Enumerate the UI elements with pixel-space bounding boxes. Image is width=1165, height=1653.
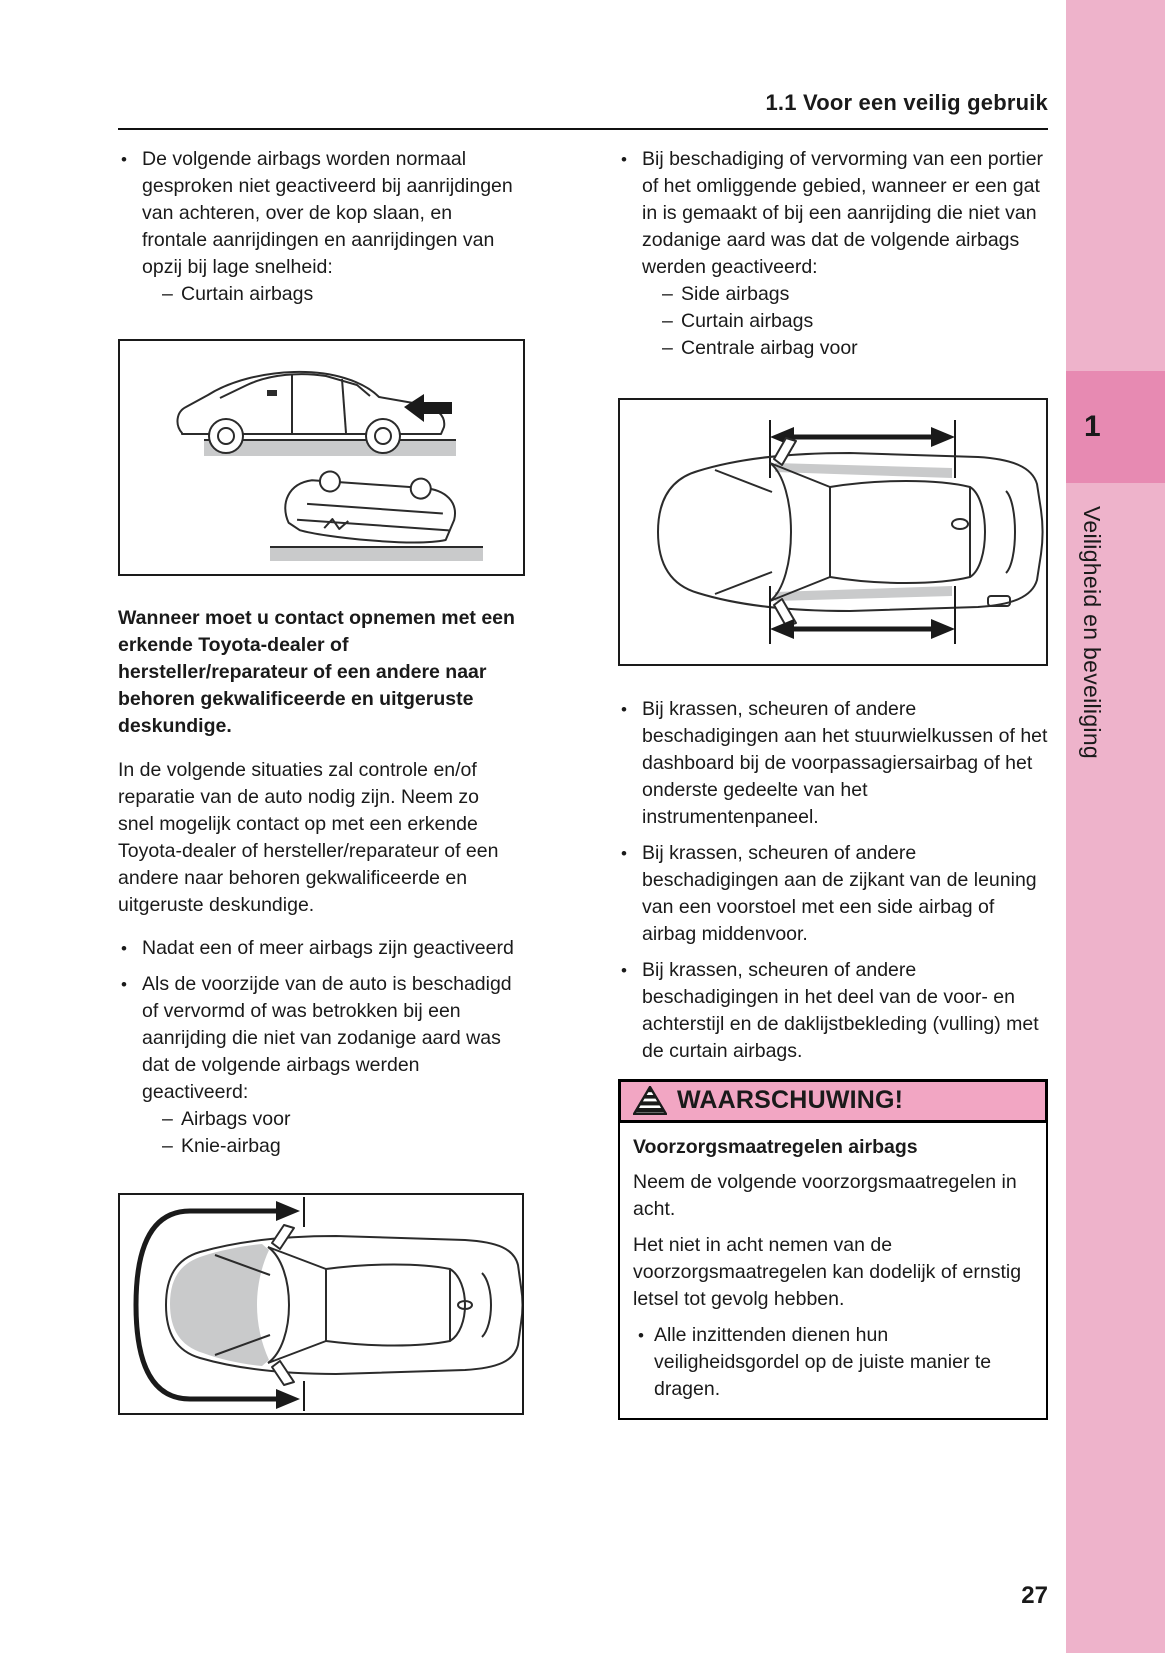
- warning-header: [618, 1079, 1048, 1123]
- warning-paragraph: Het niet in acht nemen van de voorzorgsmaatregelen kan dodelijk of ernstig letsel tot gevolg hebben.: [633, 1234, 1022, 1310]
- bullet-marker: •: [621, 844, 627, 863]
- warning-triangle-icon: [633, 1086, 667, 1115]
- bullet-marker: •: [621, 150, 627, 169]
- bullet-marker: •: [638, 1326, 644, 1345]
- warning-paragraph: Neem de volgende voorzorgsmaatregelen in acht.: [633, 1171, 1017, 1220]
- left-column: [118, 146, 520, 1420]
- chapter-number: 1: [1084, 410, 1101, 443]
- content-columns: [118, 146, 1048, 1420]
- bullet-marker: •: [121, 939, 127, 958]
- figure-curtain-airbag-span-top-view: [618, 398, 1048, 666]
- sub-item: [162, 1133, 520, 1160]
- list-item: [618, 840, 1048, 948]
- warning-title: WAARSCHUWING!: [677, 1086, 904, 1114]
- sub-item: [662, 281, 1048, 308]
- bullet-text: Bij krassen, scheuren of andere beschadigingen aan het stuurwielkussen of het dashboard bij de voorpassagiersairbag of het onderste gedeelte van het instrumentenpaneel.: [642, 698, 1048, 828]
- list-item: [618, 957, 1048, 1065]
- bullet-marker: •: [621, 700, 627, 719]
- sub-item: [162, 281, 520, 308]
- list-item: [618, 696, 1048, 831]
- front-airbag-area-illustration: [120, 1195, 522, 1413]
- chapter-label-vertical: Veiligheid en beveiliging: [1079, 506, 1105, 760]
- dash-marker: –: [162, 1135, 173, 1157]
- chapter-number-tab: [1066, 371, 1165, 483]
- page-title: 1.1 Voor een veilig gebruik: [765, 90, 1048, 115]
- section-heading: Wanneer moet u contact opnemen met een erkende Toyota-dealer of hersteller/reparateur of een andere naar behoren gekwalificeerde en uitgeruste deskundige.: [118, 607, 515, 737]
- dash-marker: –: [662, 337, 673, 359]
- dash-marker: –: [162, 283, 173, 305]
- bullet-text: Nadat een of meer airbags zijn geactiveerd: [142, 937, 514, 959]
- bullet-text: Alle inzittenden dienen hun veiligheidsgordel op de juiste manier te dragen.: [654, 1324, 992, 1400]
- bullet-text: Als de voorzijde van de auto is beschadigd of vervormd of was betrokken bij een aanrijding die niet van zodanige aard was dat de volgende airbags werden geactiveerd:: [142, 973, 512, 1103]
- sub-item-label: Curtain airbags: [681, 310, 814, 332]
- curtain-airbag-span-illustration: [620, 400, 1046, 664]
- list-item: [633, 1322, 1032, 1403]
- right-column: [618, 146, 1048, 1420]
- sub-item: [662, 308, 1048, 335]
- bullet-text: Bij krassen, scheuren of andere beschadigingen in het deel van de voor- en achterstijl en de daklijstbekleding (vulling) met de curtain airbags.: [642, 959, 1039, 1062]
- list-item: [618, 146, 1048, 362]
- bullet-marker: •: [121, 150, 127, 169]
- sub-item-label: Knie-airbag: [181, 1135, 281, 1157]
- header-rule: [118, 128, 1048, 130]
- sub-item-label: Airbags voor: [181, 1108, 291, 1130]
- sub-item-label: Curtain airbags: [181, 283, 314, 305]
- bullet-marker: •: [121, 975, 127, 994]
- sub-item-label: Centrale airbag voor: [681, 337, 858, 359]
- warning-subtitle: Voorzorgsmaatregelen airbags: [633, 1136, 918, 1158]
- rear-collision-rollover-illustration: [120, 341, 523, 574]
- sub-item-label: Side airbags: [681, 283, 790, 305]
- dash-marker: –: [662, 283, 673, 305]
- list-item: [118, 146, 520, 308]
- list-item: [118, 971, 520, 1160]
- bullet-text: De volgende airbags worden normaal gesproken niet geactiveerd bij aanrijdingen van achteren, over de kop slaan, en frontale aanrijdingen en aanrijdingen van opzij bij lage snelheid:: [142, 148, 513, 278]
- warning-body: [618, 1123, 1048, 1420]
- sub-item: [662, 335, 1048, 362]
- sub-item: [162, 1106, 520, 1133]
- figure-front-airbag-area-top-view: [118, 1193, 524, 1415]
- dash-marker: –: [662, 310, 673, 332]
- bullet-marker: •: [621, 961, 627, 980]
- bullet-text: Bij beschadiging of vervorming van een portier of het omliggende gebied, wanneer er een gat in is gemaakt of bij een aanrijding die niet van zodanige aard was dat de volgende airbags werden geactiveerd:: [642, 148, 1044, 278]
- warning-box: [618, 1079, 1048, 1420]
- bullet-text: Bij krassen, scheuren of andere beschadigingen aan de zijkant van de leuning van een voorstoel met een side airbag of airbag middenvoor.: [642, 842, 1037, 945]
- list-item: [118, 935, 520, 962]
- paragraph: In de volgende situaties zal controle en/of reparatie van de auto nodig zijn. Neem zo snel mogelijk contact op met een erkende Toyota-dealer of hersteller/reparateur of een andere naar behoren gekwalificeerde en uitgeruste deskundige.: [118, 759, 499, 916]
- page-number: 27: [1021, 1582, 1048, 1609]
- dash-marker: –: [162, 1108, 173, 1130]
- chapter-sidebar: [1066, 0, 1165, 1653]
- figure-rear-collision-and-rollover: [118, 339, 525, 576]
